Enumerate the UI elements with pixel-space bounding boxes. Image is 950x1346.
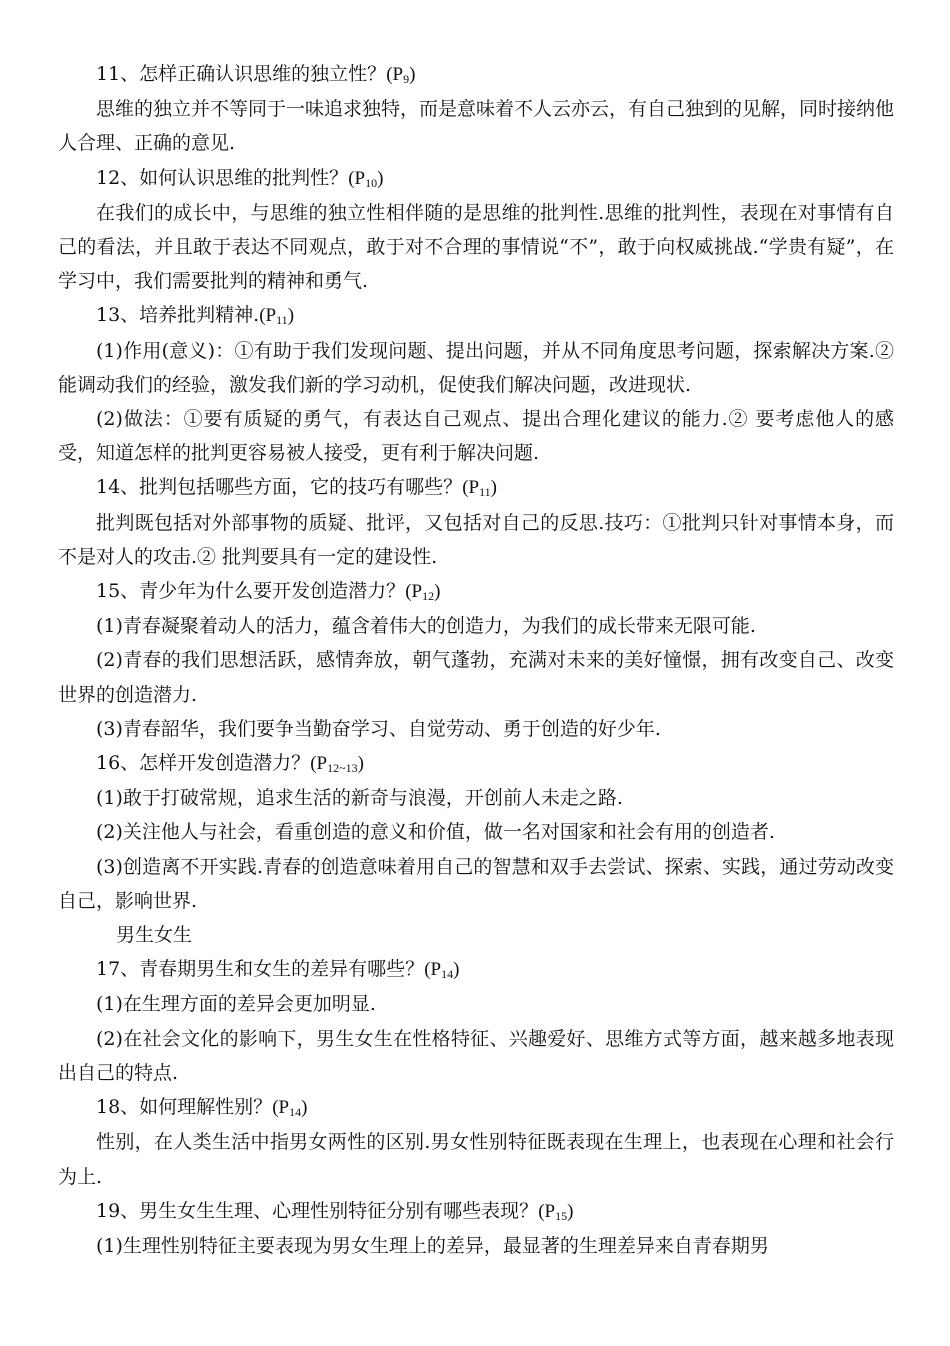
question-heading: 14、批判包括哪些方面，它的技巧有哪些？$(P_{11})$	[96, 476, 497, 500]
question-heading: 17、青春期男生和女生的差异有哪些？$(P_{14})$	[96, 958, 460, 982]
page-reference: $(P_{10})$	[348, 167, 384, 190]
answer-paragraph: (2)青春的我们思想活跃，感情奔放，朝气蓬勃，充满对未来的美好憧憬，拥有改变自己、改变世界的创造潜力.	[58, 649, 894, 706]
answer-paragraph: (1)生理性别特征主要表现为男女生理上的差异，最显著的生理差异来自青春期男	[96, 1234, 769, 1257]
answer-paragraph: (2)做法：①要有质疑的勇气，有表达自己观点、提出合理化建议的能力.② 要考虑他人的感受，知道怎样的批判更容易被人接受，更有利于解决问题.	[58, 408, 894, 465]
section-title: 男生女生	[116, 924, 193, 947]
page-reference: $(P_{12\sim 13})$	[310, 753, 364, 776]
page-reference: $(P_{11})$	[462, 477, 497, 500]
question-heading: 11、怎样正确认识思维的独立性？$(P_9)$	[96, 63, 416, 86]
question-heading: 15、青少年为什么要开发创造潜力？$(P_{12})$	[96, 580, 441, 604]
answer-paragraph: (2)在社会文化的影响下，男生女生在性格特征、兴趣爱好、思维方式等方面，越来越多地表现出自己的特点.	[58, 1027, 894, 1084]
document-page	[58, 57, 894, 1263]
page-reference: $(P_{11})$	[259, 305, 295, 328]
page-reference: $(P_9)$	[386, 64, 416, 86]
question-heading: 16、怎样开发创造潜力？$(P_{12\sim 13})$	[96, 752, 364, 776]
answer-paragraph: 批判既包括对外部事物的质疑、批评，又包括对自己的反思.技巧：①批判只针对事情本身，而不是对人的攻击.② 批判要具有一定的建设性.	[58, 511, 894, 568]
answer-paragraph: (3)创造离不开实践.青春的创造意味着用自己的智慧和双手去尝试、探索、实践，通过劳动改变自己，影响世界.	[58, 855, 894, 912]
answer-paragraph: (2)关注他人与社会，看重创造的意义和价值，做一名对国家和社会有用的创造者.	[96, 821, 775, 844]
answer-paragraph: (1)敢于打破常规，追求生活的新奇与浪漫，开创前人未走之路.	[96, 787, 623, 810]
question-heading: 12、如何认识思维的批判性？$(P_{10})$	[96, 166, 384, 190]
answer-paragraph: 性别，在人类生活中指男女两性的区别.男女性别特征既表现在生理上，也表现在心理和社会行为上.	[58, 1131, 894, 1188]
page-reference: $(P_{15})$	[538, 1200, 574, 1223]
answer-paragraph: (1)在生理方面的差异会更加明显.	[96, 993, 376, 1016]
question-heading: 18、如何理解性别？$(P_{14})$	[96, 1096, 308, 1120]
question-heading: 19、男生女生生理、心理性别特征分别有哪些表现？$(P_{15})$	[96, 1199, 574, 1223]
answer-paragraph: (1)青春凝聚着动人的活力，蕴含着伟大的创造力，为我们的成长带来无限可能.	[96, 615, 756, 638]
answer-paragraph: (1)作用(意义)：①有助于我们发现问题、提出问题，并从不同角度思考问题，探索解决方案.② 能调动我们的经验，激发我们新的学习动机，促使我们解决问题，改进现状.	[58, 339, 894, 396]
question-heading: 13、培养批判精神$.(P_{11})$	[96, 304, 295, 328]
answer-paragraph: (3)青春韶华，我们要争当勤奋学习、自觉劳动、勇于创造的好少年.	[96, 717, 661, 740]
page-reference: $(P_{14})$	[272, 1097, 308, 1120]
page-reference: $(P_{12})$	[405, 581, 441, 604]
answer-paragraph: 思维的独立并不等同于一味追求独特，而是意味着不人云亦云，有自己独到的见解，同时接纳他人合理、正确的意见.	[58, 98, 895, 155]
page-reference: $(P_{14})$	[424, 959, 460, 982]
answer-paragraph: 在我们的成长中，与思维的独立性相伴随的是思维的批判性.思维的批判性，表现在对事情有自己的看法，并且敢于表达不同观点，敢于对不合理的事情说“不”，敢于向权威挑战.“学贵有疑”，在学习中，我们需要批判的精神和勇气.	[58, 201, 894, 293]
